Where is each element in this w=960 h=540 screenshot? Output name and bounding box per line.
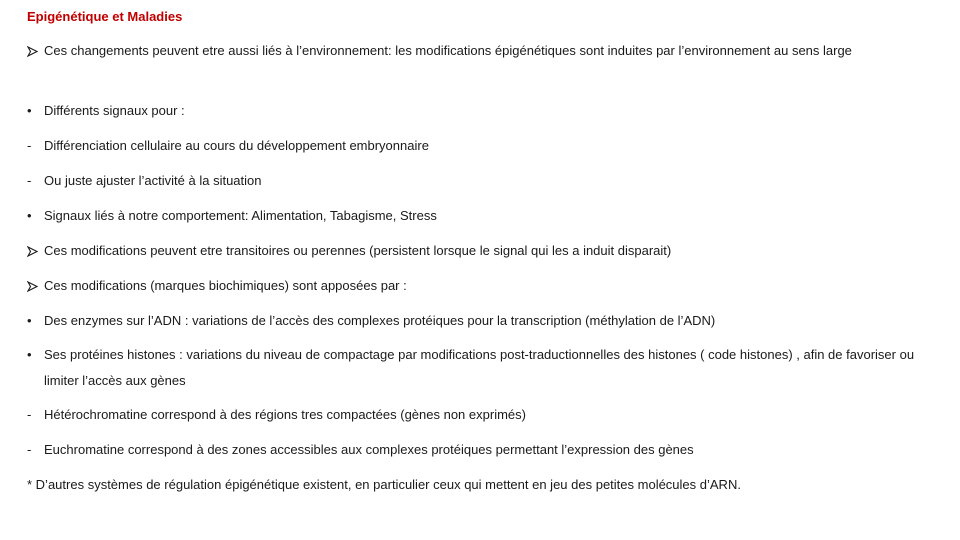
list-item-environment xyxy=(27,38,939,64)
dash-icon: - xyxy=(27,138,32,153)
list-item-differentiation xyxy=(27,133,939,159)
list-item-text: Ces changements peuvent etre aussi liés à l’environnement: les modifications épigénétiques sont induites par l’environnement au sens large xyxy=(44,43,852,58)
list-item-text: Signaux liés à notre comportement: Alimentation, Tabagisme, Stress xyxy=(44,208,437,223)
list-item-marks xyxy=(27,273,939,299)
list-item-adjust xyxy=(27,168,939,194)
dash-icon: - xyxy=(27,407,32,422)
list-item-histones xyxy=(27,342,939,394)
footnote xyxy=(27,472,939,498)
list-item-text: Hétérochromatine correspond à des régions tres compactées (gènes non exprimés) xyxy=(44,407,526,422)
slide-title: Epigénétique et Maladies xyxy=(27,9,183,24)
bullet-icon: • xyxy=(27,208,32,223)
dash-icon: - xyxy=(27,442,32,457)
dash-icon: - xyxy=(27,173,32,188)
list-item-text: Différenciation cellulaire au cours du développement embryonnaire xyxy=(44,138,429,153)
list-item-text: Ces modifications (marques biochimiques) sont apposées par : xyxy=(44,278,407,293)
bullet-icon: • xyxy=(27,313,32,328)
list-item-transient xyxy=(27,238,939,264)
list-item-behaviour xyxy=(27,203,939,229)
list-item-text: Ses protéines histones : variations du niveau de compactage par modifications post-traductionnelles des histones ( code histones) , afin de favoriser ou limiter l’accès aux gènes xyxy=(44,347,915,388)
list-item-text: Euchromatine correspond à des zones accessibles aux complexes protéiques permettant l’expression des gènes xyxy=(44,442,694,457)
list-item-text: Des enzymes sur l’ADN : variations de l’accès des complexes protéiques pour la transcription (méthylation de l’ADN) xyxy=(44,313,716,328)
bullet-icon: • xyxy=(27,347,32,362)
list-item-text: Ces modifications peuvent etre transitoires ou perennes (persistent lorsque le signal qui les a induit disparait) xyxy=(44,243,672,258)
list-item-enzymes xyxy=(27,308,939,334)
list-item-text: Différents signaux pour : xyxy=(44,103,185,118)
bullet-icon: • xyxy=(27,103,32,118)
list-item-signals xyxy=(27,98,939,124)
list-item-euchromatin xyxy=(27,437,939,463)
list-item-heterochromatin xyxy=(27,402,939,428)
footnote-text: * D’autres systèmes de régulation épigénétique existent, en particulier ceux qui mettent en jeu des petites molécules d’ARN. xyxy=(27,477,741,492)
list-item-text: Ou juste ajuster l’activité à la situation xyxy=(44,173,262,188)
